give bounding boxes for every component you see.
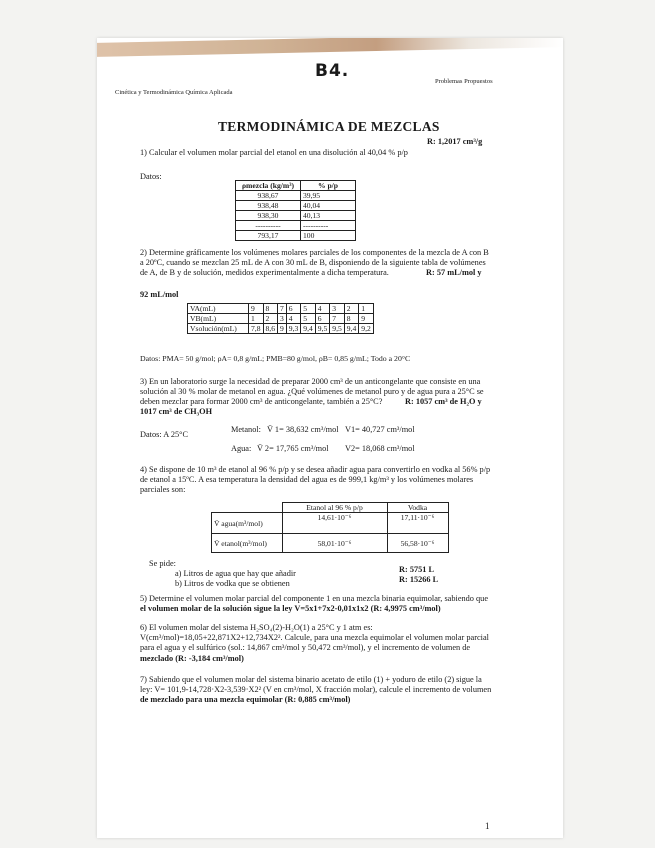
page-title: TERMODINÁMICA DE MEZCLAS xyxy=(218,119,440,134)
problem-3-datos: Datos: A 25°C xyxy=(140,430,189,439)
problem-1-text: 1) Calcular el volumen molar parcial del etanol en una disolución al 40,04 % p/p xyxy=(140,148,408,157)
problem-1-answer: R: 1,2017 cm³/g xyxy=(427,137,483,146)
table-row: V̄ etanol(m³/mol) 58,01·10⁻⁶ 56,58·10⁻⁶ xyxy=(212,534,449,553)
problem-3-answer-1: R: 1057 cm³ de H₂O y xyxy=(405,397,482,406)
water-label: Agua: xyxy=(231,444,252,453)
table-row: 938,48 40,04 xyxy=(236,201,356,211)
page-number: 1 xyxy=(485,821,490,831)
table-row: Vsolución(mL) 7,8 8,6 9 9,3 9,4 9,5 9,5 9,4 9,2 xyxy=(188,324,374,334)
problem-4-answer-a: R: 5751 L xyxy=(399,565,435,574)
handwritten-code: B4. xyxy=(315,61,350,81)
volume-table xyxy=(187,303,374,334)
problem-7-text: 7) Sabiendo que el volumen molar del sistema binario acetato de etilo (1) + yoduro de etilo (2) sigue la ley: V= 101,9-14,728·X2-3,539·X2² (V en cm³/mol, X fracción molar), calcule el incremento de volumen de mezclado para una mezcla equimolar (R: 0,885 cm³/mol) xyxy=(140,675,492,705)
percent-header: % p/p xyxy=(301,181,356,191)
water-molar-volume: V2= 18,068 cm³/mol xyxy=(345,444,415,453)
problem-4-answer-b: R: 15266 L xyxy=(399,575,439,584)
problem-3-text: 3) En un laboratorio surge la necesidad de preparar 2000 cm³ de un anticongelante que consiste en una solución al 30 % molar de metanol en agua. ¿Qué volúmenes de metanol puro y de agua pura a 25°C se deben mezclar para formar 2000 cm³ de anticongelante, también a 25°C? xyxy=(140,377,484,407)
problem-2-answer-1: R: 57 mL/mol y xyxy=(426,268,482,277)
problem-2-answer-2: 92 mL/mol xyxy=(140,290,179,299)
section-header: Problemas Propuestos xyxy=(435,78,493,85)
methanol-molar-volume: V1= 40,727 cm³/mol xyxy=(345,425,415,434)
problem-4-pide: Se pide: xyxy=(149,559,176,568)
problem-2-text: 2) Determine gráficamente los volúmenes molares parciales de los componentes de la mezcla de A con B a 20ºC, cuando se mezclan 25 mL de A con 30 mL de B, disponiendo de la siguiente tabla de volúmenes de A, de B y de solución, medidos experimentalmente a dicha temperatura. xyxy=(140,248,489,278)
scan-stripe xyxy=(97,38,563,57)
problem-4-b: b) Litros de vodka que se obtienen xyxy=(175,579,290,588)
problem-4-a: a) Litros de agua que hay que añadir xyxy=(175,569,296,578)
problem-5-text: 5) Determine el volumen molar parcial del componente 1 en una mezcla binaria equimolar, sabiendo que el volumen molar de la solución sigue la ley V=5x1+7x2-0,01x1x2 (R: 4,9975 cm³/mol) xyxy=(140,594,489,614)
density-header: ρmezcla (kg/m³) xyxy=(236,181,301,191)
problem-1-datos: Datos: xyxy=(140,172,162,181)
table-row: VA(mL) 9 8 7 6 5 4 3 2 1 xyxy=(188,304,374,314)
table-row: 938,67 39,95 xyxy=(236,191,356,201)
document-page xyxy=(97,38,563,838)
methanol-label: Metanol: xyxy=(231,425,261,434)
water-partial-volume: V̄ 2= 17,765 cm³/mol xyxy=(257,444,329,453)
methanol-partial-volume: V̄ 1= 38,632 cm³/mol xyxy=(267,425,339,434)
table-row: V̄ agua(m³/mol) 14,61·10⁻⁶ 17,11·10⁻⁶ xyxy=(212,513,449,534)
table-row: 793,17 100 xyxy=(236,231,356,241)
problem-3-answer-2: 1017 cm³ de CH₃OH xyxy=(140,407,213,416)
problem-2-datos: Datos: PMA= 50 g/mol; ρA= 0,8 g/mL; PMB=80 g/mol, ρB= 0,85 g/mL; Todo a 20°C xyxy=(140,354,411,363)
partial-volume-table: Etanol al 96 % p/p Vodka V̄ agua(m³/mol) 14,61·10⁻⁶ 17,11·10⁻⁶ V̄ etanol(m³/mol) 58,01·10⁻⁶ 56,58·10⁻⁶ xyxy=(211,502,449,553)
density-table xyxy=(235,180,356,241)
problem-6-text: 6) El volumen molar del sistema H₂SO₄(2)-H₂O(1) a 25°C y 1 atm es: V(cm³/mol)=18,05+22,871X2+12,734X2². Calcule, para una mezcla equimolar el volumen molar parcial para el agua y el sulfúrico (sol.: 14,867 cm³/mol y 50,472 cm³/mol), y el incremento de volumen de mezclado (R: -3,184 cm³/mol) xyxy=(140,623,489,663)
problem-4-text: 4) Se dispone de 10 m³ de etanol al 96 % p/p y se desea añadir agua para convertirlo en vodka al 56% p/p de etanol a 15ºC. A esa temperatura la densidad del agua es de 999,1 kg/m³ y los volúmenes molares parciales son: xyxy=(140,465,491,495)
course-header: Cinética y Termodinámica Química Aplicada xyxy=(115,89,233,96)
table-row: VB(mL) 1 2 3 4 5 6 7 8 9 xyxy=(188,314,374,324)
table-row: ---------- ---------- xyxy=(236,221,356,231)
table-row: 938,30 40,13 xyxy=(236,211,356,221)
